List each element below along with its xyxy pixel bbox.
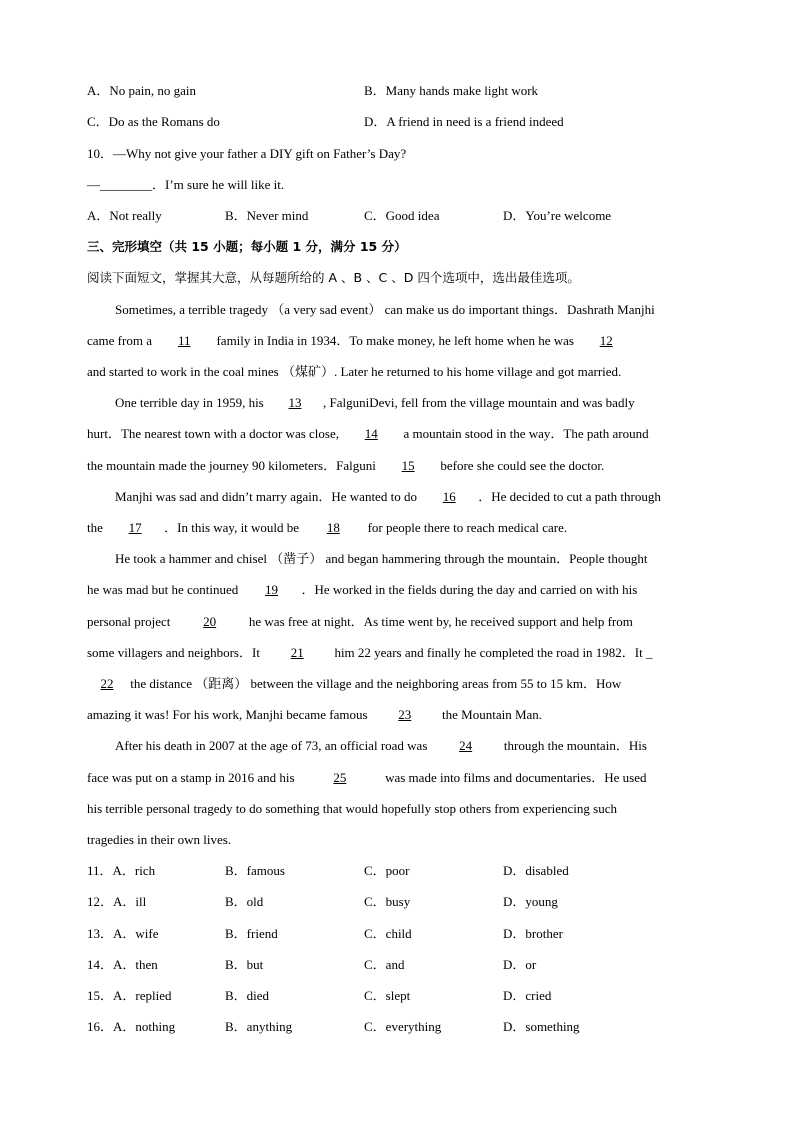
blank-18: 18 [326, 520, 340, 535]
passage-line [87, 675, 621, 693]
option-c: C．everything [364, 1019, 442, 1034]
option-a: A．rich [112, 863, 156, 878]
option-b: B．died [225, 988, 270, 1003]
text-fragment: family in India in 1934．To make money, he left home when he was [213, 333, 578, 348]
text-fragment: came from a [87, 333, 156, 348]
question-head [87, 925, 159, 943]
option-a: A．ill [113, 894, 147, 909]
passage-line: Sometimes, a terrible tragedy （a very sad event） can make us do important things．Dashrath Manjhi [115, 302, 655, 317]
option-b: B．famous [225, 863, 285, 878]
question-head [87, 987, 172, 1005]
option-a: A．then [113, 957, 158, 972]
option-b: B．but [225, 957, 264, 972]
section-instruction: 阅读下面短文，掌握其大意，从每题所给的 A 、B 、C 、D 四个选项中，选出最佳选项。 [87, 270, 580, 285]
question-head [87, 1018, 175, 1036]
blank-11: 11 [177, 333, 191, 348]
blank-14: 14 [364, 426, 378, 441]
text-fragment: he was mad but he continued [87, 582, 242, 597]
text-fragment: a mountain stood in the way．The path around [400, 426, 649, 441]
question-head [87, 956, 158, 974]
passage-line [87, 425, 649, 443]
question-number: 16． [87, 1019, 114, 1034]
passage-line [115, 737, 647, 755]
text-fragment: ．He decided to cut a path through [478, 489, 661, 504]
q10-reply-suffix: ．I’m sure he will like it. [152, 177, 285, 192]
passage-line [87, 581, 637, 599]
text-fragment: amazing it was! For his work, Manjhi became famous [87, 707, 371, 722]
q10-stem: 10．—Why not give your father a DIY gift on Father’s Day? [87, 146, 407, 161]
question-number: 12． [87, 894, 114, 909]
passage-line [115, 394, 635, 412]
text-fragment: before she could see the doctor. [437, 458, 605, 473]
passage-line: tragedies in their own lives. [87, 832, 232, 847]
text-fragment: was made into films and documentaries．He used [381, 770, 647, 785]
q10-option-d: D．You’re welcome [503, 208, 612, 223]
option-b: B．old [225, 894, 264, 909]
q10-reply [87, 176, 284, 194]
option-c: C．child [364, 926, 412, 941]
blank-13: 13 [288, 395, 302, 410]
option-d: D．young [503, 894, 558, 909]
text-fragment: the [87, 520, 107, 535]
option-c: C．and [364, 957, 405, 972]
q10-option-b: B．Never mind [225, 208, 309, 223]
option-d: D．or [503, 957, 537, 972]
option-a: A．replied [113, 988, 172, 1003]
text-fragment: ．In this way, it would be [164, 520, 303, 535]
question-number: 15． [87, 988, 114, 1003]
passage-line [115, 488, 661, 506]
blank-15: 15 [401, 458, 415, 473]
passage-line: He took a hammer and chisel （凿子） and began hammering through the mountain．People thought [115, 551, 648, 566]
question-head [87, 893, 146, 911]
blank-20: 20 [203, 614, 217, 629]
blank-21: 21 [290, 645, 304, 660]
option-c: C．slept [364, 988, 411, 1003]
blank-19: 19 [265, 582, 279, 597]
passage-line [87, 519, 567, 537]
blank-24: 24 [459, 738, 473, 753]
option-c: C．busy [364, 894, 411, 909]
passage-line [87, 457, 604, 475]
text-fragment: for people there to reach medical care. [364, 520, 568, 535]
text-fragment: the Mountain Man. [438, 707, 543, 722]
text-fragment: , FalguniDevi, fell from the village mountain and was badly [323, 395, 635, 410]
blank-16: 16 [442, 489, 456, 504]
text-fragment: One terrible day in 1959, his [115, 395, 267, 410]
passage-line [87, 644, 653, 662]
text-fragment: ．He worked in the fields during the day and carried on with his [301, 582, 638, 597]
text-fragment: some villagers and neighbors．It [87, 645, 264, 660]
passage-line: and started to work in the coal mines （煤矿）. Later he returned to his home village and got married. [87, 364, 622, 379]
text-fragment: through the mountain．His [500, 738, 647, 753]
option-d: D．something [503, 1019, 580, 1034]
option-b: B．friend [225, 926, 278, 941]
text-fragment: he was free at night．As time went by, he received support and help from [245, 614, 633, 629]
passage-line: his terrible personal tragedy to do something that would hopefully stop others from experiencing such [87, 801, 617, 816]
blank-17: 17 [128, 520, 142, 535]
blank-23: 23 [398, 707, 412, 722]
text-fragment: the distance （距离） between the village and the neighboring areas from 55 to 15 km．How [127, 676, 622, 691]
option-b: B．anything [225, 1019, 293, 1034]
q10-reply-prefix: — [87, 177, 100, 192]
question-head [87, 862, 155, 880]
q9-option-a: A．No pain, no gain [87, 83, 197, 98]
text-fragment: Manjhi was sad and didn’t marry again．He wanted to do [115, 489, 421, 504]
q10-option-a: A．Not really [87, 208, 162, 223]
option-d: D．cried [503, 988, 552, 1003]
text-fragment: After his death in 2007 at the age of 73, an official road was [115, 738, 431, 753]
question-number: 11． [87, 863, 113, 878]
q9-option-b: B．Many hands make light work [364, 83, 539, 98]
q10-option-c: C．Good idea [364, 208, 440, 223]
section-heading: 三、完形填空（共 15 小题；每小题 1 分，满分 15 分） [87, 239, 407, 254]
q9-option-d: D．A friend in need is a friend indeed [364, 114, 564, 129]
text-fragment: face was put on a stamp in 2016 and his [87, 770, 298, 785]
q10-reply-blank: ________ [100, 177, 152, 192]
passage-line [87, 613, 633, 631]
option-a: A．wife [113, 926, 159, 941]
option-d: D．disabled [503, 863, 569, 878]
blank-25: 25 [333, 770, 347, 785]
option-c: C．poor [364, 863, 410, 878]
text-fragment: personal project [87, 614, 174, 629]
option-a: A．nothing [113, 1019, 176, 1034]
blank-22: 22 [100, 676, 114, 691]
option-d: D．brother [503, 926, 563, 941]
passage-line [87, 332, 635, 350]
blank-12: 12 [599, 333, 613, 348]
text-fragment: hurt．The nearest town with a doctor was close, [87, 426, 343, 441]
passage-line [87, 769, 646, 787]
q9-option-c: C．Do as the Romans do [87, 114, 220, 129]
text-fragment: the mountain made the journey 90 kilometers．Falguni [87, 458, 380, 473]
question-number: 14． [87, 957, 114, 972]
passage-line [87, 706, 542, 724]
text-fragment: him 22 years and finally he completed the road in 1982．It _ [331, 645, 653, 660]
question-number: 13． [87, 926, 114, 941]
